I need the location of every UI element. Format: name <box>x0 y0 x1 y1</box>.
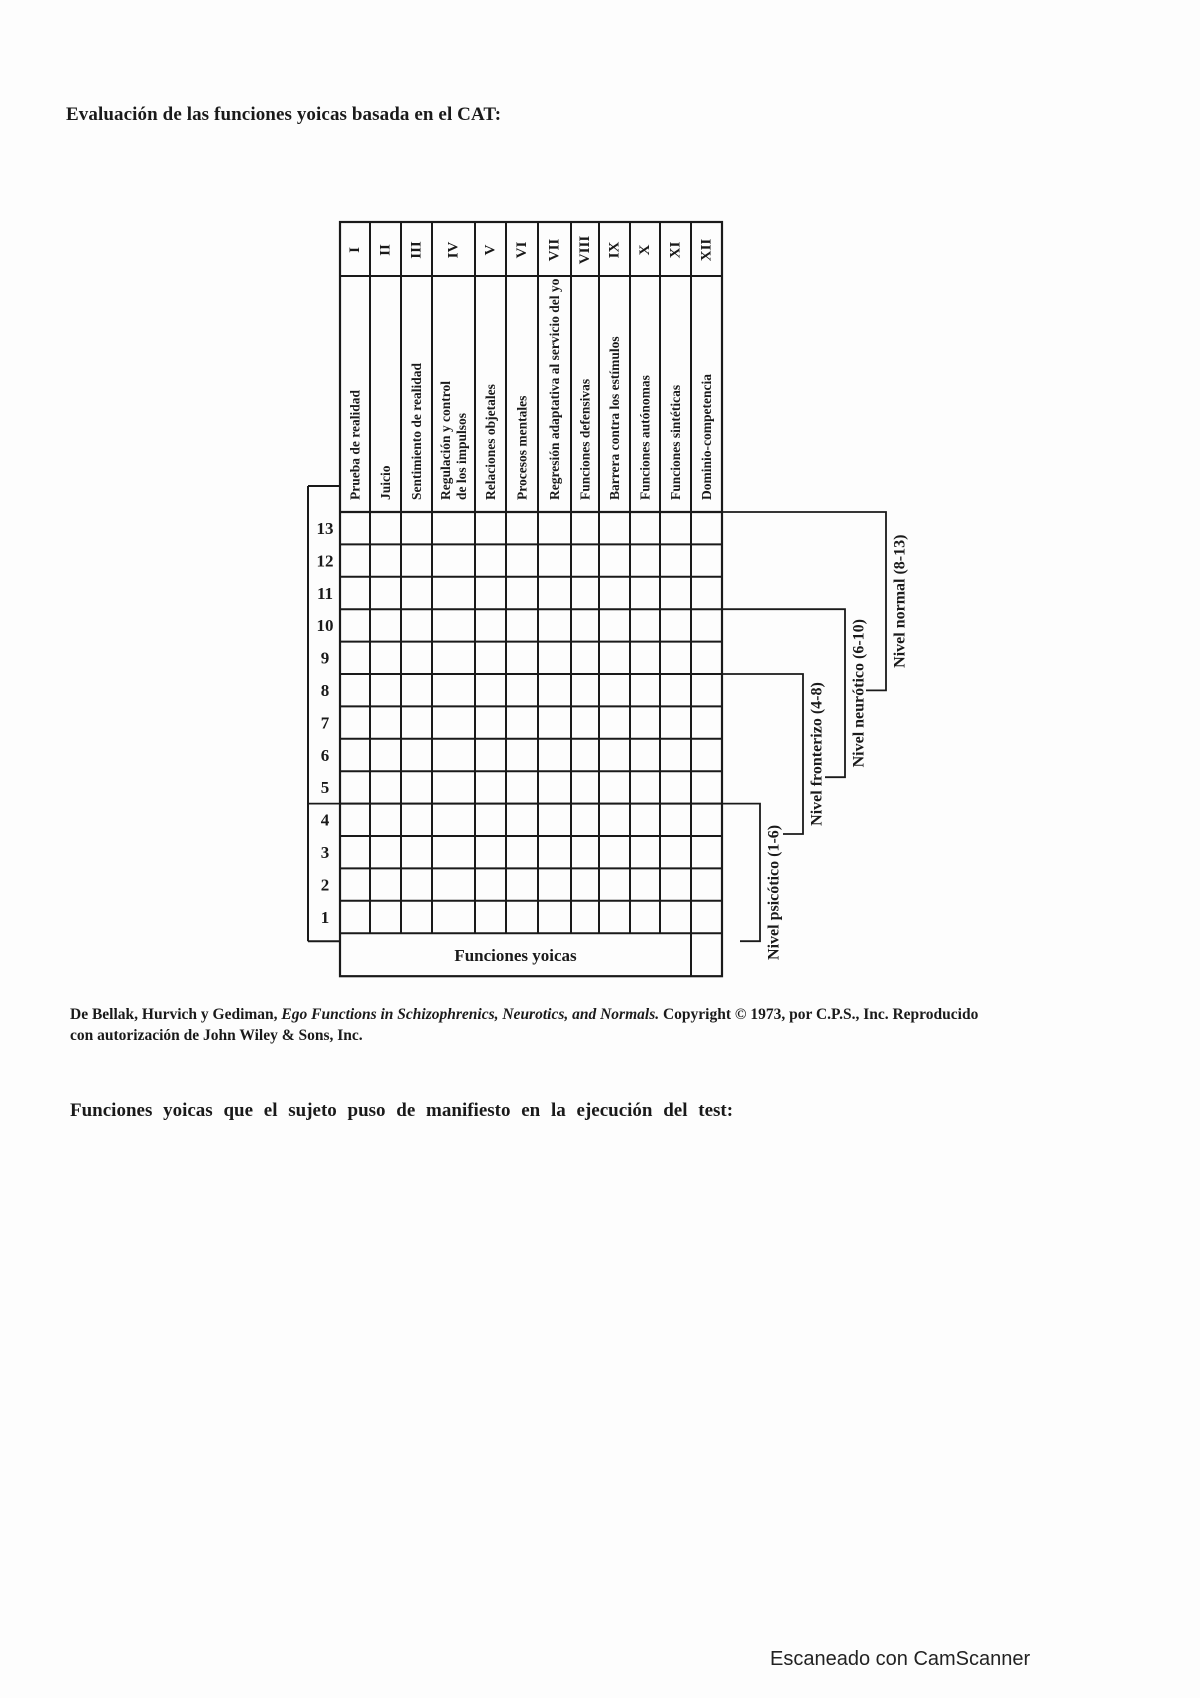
copyright-icon: © <box>734 1006 747 1023</box>
row-number: 4 <box>320 810 330 830</box>
column-roman-numeral: VIII <box>577 235 593 265</box>
row-number: 5 <box>320 778 330 798</box>
column-roman-numeral: XII <box>698 238 715 262</box>
row-number: 3 <box>320 843 330 863</box>
row-number: 10 <box>316 616 334 636</box>
level-label: Nivel fronterizo (4-8) <box>808 682 826 826</box>
column-label: Barrera contra los estímulos <box>607 336 622 500</box>
citation-rest-line2: con autorización de John Wiley & Sons, Inc. <box>70 1027 363 1044</box>
column-roman-numeral: I <box>347 247 363 253</box>
citation-copyright: Copyright <box>662 1006 732 1023</box>
column-roman-numeral: VII <box>546 238 563 262</box>
column-label: Funciones autónomas <box>637 375 653 500</box>
row-number: 7 <box>320 713 330 733</box>
column-label: Procesos mentales <box>514 395 530 500</box>
level-label: Nivel normal (8-13) <box>891 534 909 668</box>
column-label: Regresión adaptativa al servicio del yo <box>547 278 562 500</box>
citation-rest-line1: 1973, por C.P.S., Inc. Reproducido <box>750 1006 979 1023</box>
column-label: Funciones defensivas <box>577 378 593 500</box>
column-label: de los impulsos <box>454 412 469 500</box>
grid-frame <box>340 222 722 976</box>
row-number: 12 <box>316 551 334 571</box>
citation-book-title: Ego Functions in Schizophrenics, Neurotics, and Normals. <box>281 1006 660 1023</box>
page-title: Evaluación de las funciones yoicas basada en el CAT: <box>66 104 502 125</box>
column-roman-numeral: IX <box>606 241 623 259</box>
citation <box>70 1004 1150 1046</box>
column-roman-numeral: VI <box>514 241 530 259</box>
column-label: Dominio-competencia <box>699 374 714 500</box>
column-roman-numeral: V <box>482 244 499 256</box>
column-label: Funciones sintéticas <box>668 384 683 500</box>
level-bracket <box>308 804 760 942</box>
row-number: 13 <box>316 519 334 539</box>
row-number: 8 <box>320 681 330 701</box>
section-label: Funciones yoicas que el sujeto puso de manifiesto en la ejecución del test: <box>70 1100 734 1121</box>
row-number: 9 <box>320 648 330 668</box>
row-number: 2 <box>320 875 330 895</box>
column-roman-numeral: X <box>637 244 653 256</box>
level-bracket <box>722 609 845 777</box>
column-roman-numeral: XI <box>667 241 684 259</box>
citation-lead: De Bellak, Hurvich y Gediman, <box>70 1006 278 1023</box>
column-label: Juicio <box>378 465 393 500</box>
row-number: 6 <box>320 745 330 765</box>
column-label: Relaciones objetales <box>483 384 498 500</box>
level-label: Nivel neurótico (6-10) <box>850 618 868 768</box>
scanner-watermark: Escaneado con CamScanner <box>770 1648 1031 1670</box>
row-number: 11 <box>316 583 334 603</box>
column-roman-numeral: IV <box>445 241 462 259</box>
level-bracket <box>722 674 803 834</box>
x-axis-label: Funciones yoicas <box>454 946 577 966</box>
row-number: 1 <box>320 907 330 927</box>
column-roman-numeral: III <box>408 241 425 259</box>
column-label: Prueba de realidad <box>347 389 363 500</box>
column-roman-numeral: II <box>377 244 394 256</box>
level-label: Nivel psicótico (1-6) <box>765 824 783 960</box>
column-label: Sentimiento de realidad <box>409 362 424 500</box>
column-label: Regulación y control <box>438 381 453 500</box>
